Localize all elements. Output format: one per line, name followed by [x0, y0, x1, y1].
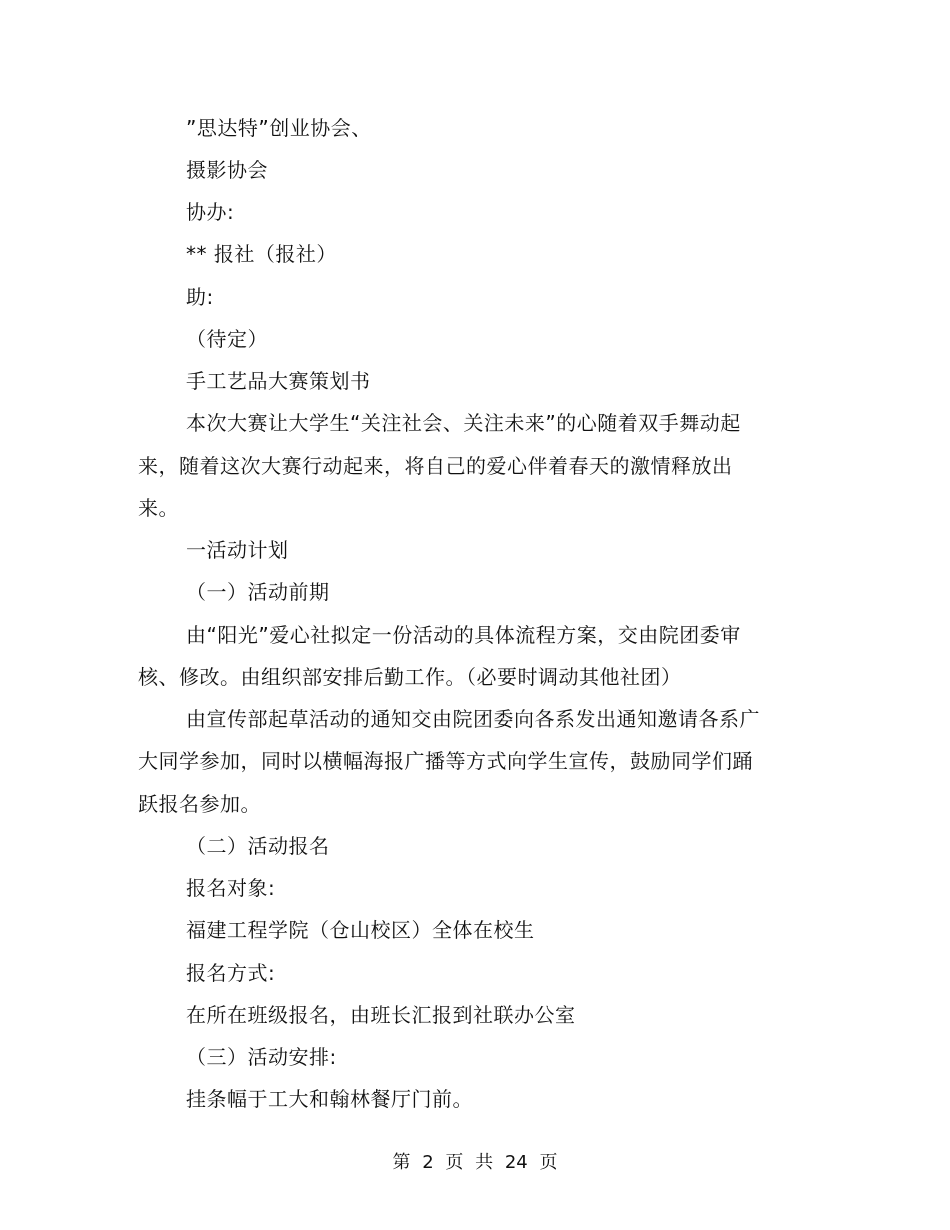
text-line: 在所在班级报名，由班长汇报到社联办公室 — [186, 1003, 576, 1027]
paragraph-line: 跃报名参加。 — [138, 792, 261, 816]
text-line: ** 报社（报社） — [186, 242, 337, 266]
text-line: 摄影协会 — [186, 158, 268, 182]
paragraph-line: 由“阳光”爱心社拟定一份活动的具体流程方案，交由院团委审 — [186, 623, 741, 647]
subsection-heading: （三）活动安排: — [186, 1045, 337, 1069]
subsection-heading: （二）活动报名 — [186, 834, 330, 858]
page-footer: 第 2 页 共 24 页 — [392, 1152, 558, 1173]
paragraph-line: 本次大赛让大学生“关注社会、关注未来”的心随着双手舞动起 — [186, 411, 741, 435]
paragraph-line: 来。 — [138, 496, 179, 520]
text-line: 助: — [186, 285, 214, 309]
text-line: （待定） — [186, 327, 268, 351]
subsection-heading: （一）活动前期 — [186, 580, 330, 604]
paragraph-line: 核、修改。由组织部安排后勤工作。（必要时调动其他社团） — [138, 665, 682, 689]
paragraph-line: 由宣传部起草活动的通知交由院团委向各系发出通知邀请各系广 — [186, 707, 760, 731]
text-line: 挂条幅于工大和翰林餐厅门前。 — [186, 1087, 473, 1111]
text-line: 福建工程学院（仓山校区）全体在校生 — [186, 918, 535, 942]
section-heading: 一活动计划 — [186, 538, 289, 562]
paragraph-line: 来，随着这次大赛行动起来，将自己的爱心伴着春天的激情释放出 — [138, 454, 733, 478]
section-title: 手工艺品大赛策划书 — [186, 369, 371, 393]
text-line: 报名方式: — [186, 961, 276, 985]
text-line: 报名对象: — [186, 876, 276, 900]
text-line: ”思达特”创业协会、 — [186, 116, 372, 140]
paragraph-line: 大同学参加，同时以横幅海报广播等方式向学生宣传，鼓励同学们踊 — [138, 749, 753, 773]
text-line: 协办: — [186, 200, 235, 224]
